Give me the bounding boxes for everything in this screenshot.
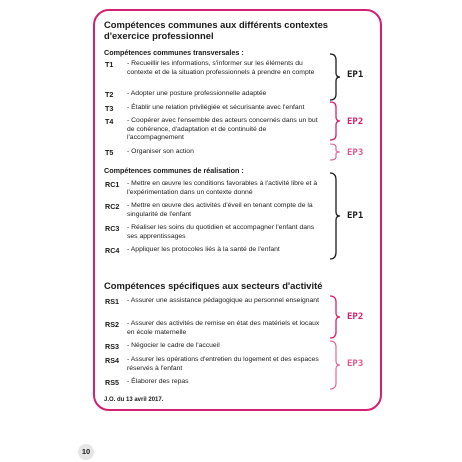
competence-code: RC1: [105, 180, 120, 189]
competence-text: - Assurer des activités de remise en état des matériels et locaux en école maternelle: [127, 320, 320, 336]
ep-label: EP1: [347, 211, 364, 221]
competence-code: RS2: [105, 320, 119, 329]
competence-text: - Établir une relation privilégiée et sécurisante avec l'enfant: [127, 104, 305, 111]
competence-text: - Négocier le cadre de l'accueil: [127, 342, 220, 349]
competence-text: - Assurer une assistance pédagogique au personnel enseignant: [127, 297, 319, 304]
brace-ep1-realisation: [328, 172, 342, 260]
brace-ep2-specific: [328, 295, 342, 339]
competence-code: T1: [105, 60, 114, 69]
brace-ep3-transversal: [328, 143, 342, 161]
brace-ep1-transversal: [328, 53, 342, 101]
competence-code: RC4: [105, 246, 120, 255]
competence-code: RC2: [105, 202, 120, 211]
ep-label: EP1: [347, 70, 364, 80]
competence-text: - Mettre en œuvre les conditions favorables à l'activité libre et à l'expérimentation dans un contexte donné: [127, 180, 318, 196]
title-line-2: d'exercice professionnel: [104, 30, 214, 41]
competence-code: T4: [105, 117, 114, 126]
competence-text: - Mettre en œuvre des activités d'éveil en tenant compte de la singularité de l'enfant: [127, 202, 313, 218]
competence-code: RS5: [105, 378, 119, 387]
title-line-1: Compétences communes aux différents contextes: [104, 19, 329, 30]
competence-code: RS1: [105, 297, 119, 306]
brace-ep3-specific: [328, 340, 342, 390]
competence-code: T2: [105, 90, 114, 99]
ep-label: EP2: [347, 312, 364, 322]
competence-text: - Assurer les opérations d'entretien du logement et des espaces réservés à l'enfant: [127, 356, 319, 372]
realisation-heading: Compétences communes de réalisation :: [104, 166, 244, 175]
competence-code: T5: [105, 148, 114, 157]
competence-text: - Coopérer avec l'ensemble des acteurs concernés dans un but de cohérence, d'adaptation et de continuité de l'accompagnement: [127, 117, 318, 142]
specific-heading: Compétences spécifiques aux secteurs d'activité: [104, 280, 323, 291]
brace-ep2-transversal: [328, 101, 342, 141]
competence-code: RC3: [105, 224, 120, 233]
competence-text: - Adopter une posture professionnelle adaptée: [127, 90, 267, 97]
ep-label: EP3: [347, 148, 364, 158]
competence-text: - Organiser son action: [127, 148, 194, 155]
ep-label: EP3: [347, 359, 364, 369]
ep-label: EP2: [347, 117, 364, 127]
page-number: 10: [78, 444, 94, 460]
footnote: J.O. du 13 avril 2017.: [104, 397, 164, 403]
competence-code: RS4: [105, 356, 119, 365]
competence-text: - Élaborer des repas: [127, 378, 189, 385]
competence-code: T3: [105, 104, 114, 113]
competence-text: - Appliquer les protocoles liés à la santé de l'enfant: [127, 246, 280, 253]
competence-text: - Recueillir les informations, s'informer sur les éléments du contexte et de la situation professionnels à prendre en compte: [127, 60, 315, 76]
competence-code: RS3: [105, 342, 119, 351]
competence-text: - Réaliser les soins du quotidien et accompagner l'enfant dans ses apprentissages: [127, 224, 315, 240]
transversal-heading: Compétences communes transversales :: [104, 48, 244, 57]
